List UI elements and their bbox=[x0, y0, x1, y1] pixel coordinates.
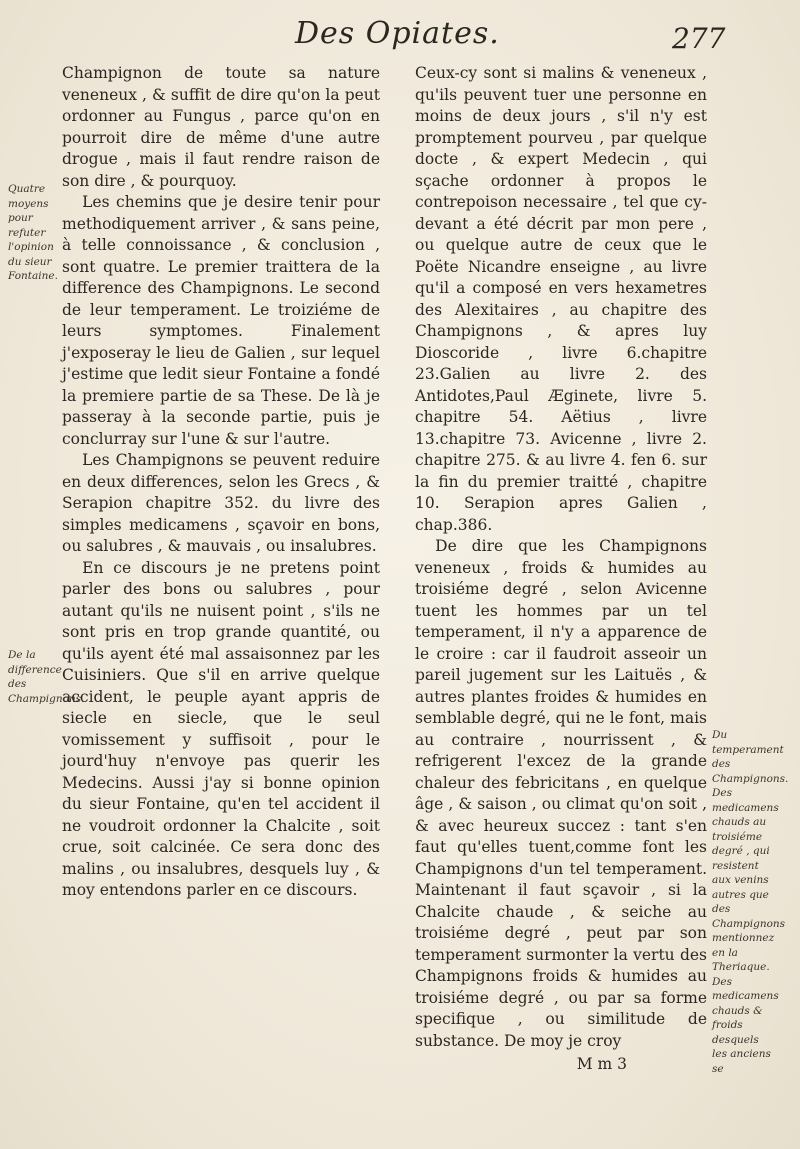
paragraph: En ce discours je ne pretens point parler des bons ou salubres , pour autant qu'ils ne nuisent point , s'ils ne sont pris en trop grande quantité, ou qu'ils ayent été mal assaisonnez par les Cuisiniers. Que s'il en arrive quelque accident, le peuple ayant appris de siecle en siecle, que le seul vomissement y suffisoit , pour le jourd'huy n'envoye pas querir les Medecins. Aussi j'ay si bonne opinion du sieur Fontaine, qu'en tel accident il ne voudroit ordonner la Chalcite , soit crue, soit calcinée. Ce sera donc des malins , ou insalubres, desquels luy , & moy entendons parler en ce discours. bbox=[62, 558, 380, 899]
paragraph: Ceux-cy sont si malins & venenеux , qu'ils peuvent tuer une personne en moins de deux jours , s'il n'y est promptement pourveu , par quelque docte , & expert Medecin , qui sçache ordonner à propos le contrepoison necessaire , tel que cy-devant a été décrit par mon pere , ou quelque autre de ceux que le Poëte Nicandre enseigne , au livre qu'il a composé en vers hexametres des Alexitaires , au chapitre des Champignons , & apres luy Dioscoride , livre 6.chapitre 23.Galien au livre 2. des Antidotes,Paul Æginete, livre 5. chapitre 54. Aëtius , livre 13.chapitre 73. Avicenne , livre 2. chapitre 275. & au livre 4. fen 6. sur la fin du premier traitté , chapitre 10. Serapion apres Galien , chap.386. bbox=[415, 64, 707, 534]
margin-note: De la difference des Champignons. bbox=[8, 649, 85, 705]
paragraph: Champignon de toute sa nature venenеux , & suffit de dire qu'on la peut ordonner au Fungus , parce qu'on en pourroit dire de même d'une autre drogue , mais il faut rendre raison de son dire , & pourquoy. bbox=[62, 64, 380, 190]
right-column bbox=[415, 63, 707, 1076]
signature-mark: M m 3 bbox=[576, 1055, 627, 1073]
page-header bbox=[0, 10, 800, 60]
paragraph: Les Champignons se peuvent reduire en deux differences, selon les Grecs , & Serapion chapitre 352. du livre des simples medicamens , sçavoir en bons, ou salubres , & mauvais , ou insalubres. bbox=[62, 451, 380, 555]
margin-note: Quatre moyens pour refuter l'opinion du sieur Fontaine. bbox=[8, 183, 58, 282]
page-number: 277 bbox=[672, 22, 726, 55]
margin-note: Du temperament des Champignons. Des medicamens chauds au troisiéme degré , qui resistent aux venins autres que des Champignons mentionnez en la Theriaque. Des medicamens chauds & froids desquels les anciens se bbox=[712, 729, 789, 1075]
running-head: Des Opiates. bbox=[295, 16, 500, 51]
paragraph: De dire que les Champignons venenеux , froids & humides au troisiéme degré , selon Avicenne tuent les hommes par un tel temperament, il n'y a apparence de le croire : car il faudroit asseoir un pareil jugement sur les Laituës , & autres plantes froides & humides en semblable degré, qui ne le font, mais au contraire , nourrissent , & refrigerent l'excez de la grande chaleur des febricitans , en quelque âge , & saison , ou climat qu'on soit , & avec heureux succez : tant s'en faut qu'elles tuent,comme font les Champignons d'un tel temperament. Maintenant il faut sçavoir , si la Chalcite chaude , & seiche au troisiéme degré , peut par son temperament surmonter la vertu des Champignons froids & humides au troisiéme degré , ou par sa forme specifique , ou similitude de substance. De moy je croy bbox=[415, 537, 707, 1050]
paragraph: Les chemins que je desire tenir pour methodiquement arriver , & sans peine, à telle connoissance , & conclusion , sont quatre. Le premier traittera de la difference des Champignons. Le second de leur temperament. Le troiziéme de leurs symptomes. Finalement j'exposeray le lieu de Galien , sur lequel j'estime que ledit sieur Fontaine a fondé la premiere partie de sa These. De là je passeray à la seconde partie, puis je conclurray sur l'une & sur l'autre. bbox=[62, 193, 380, 448]
left-column bbox=[62, 63, 380, 902]
